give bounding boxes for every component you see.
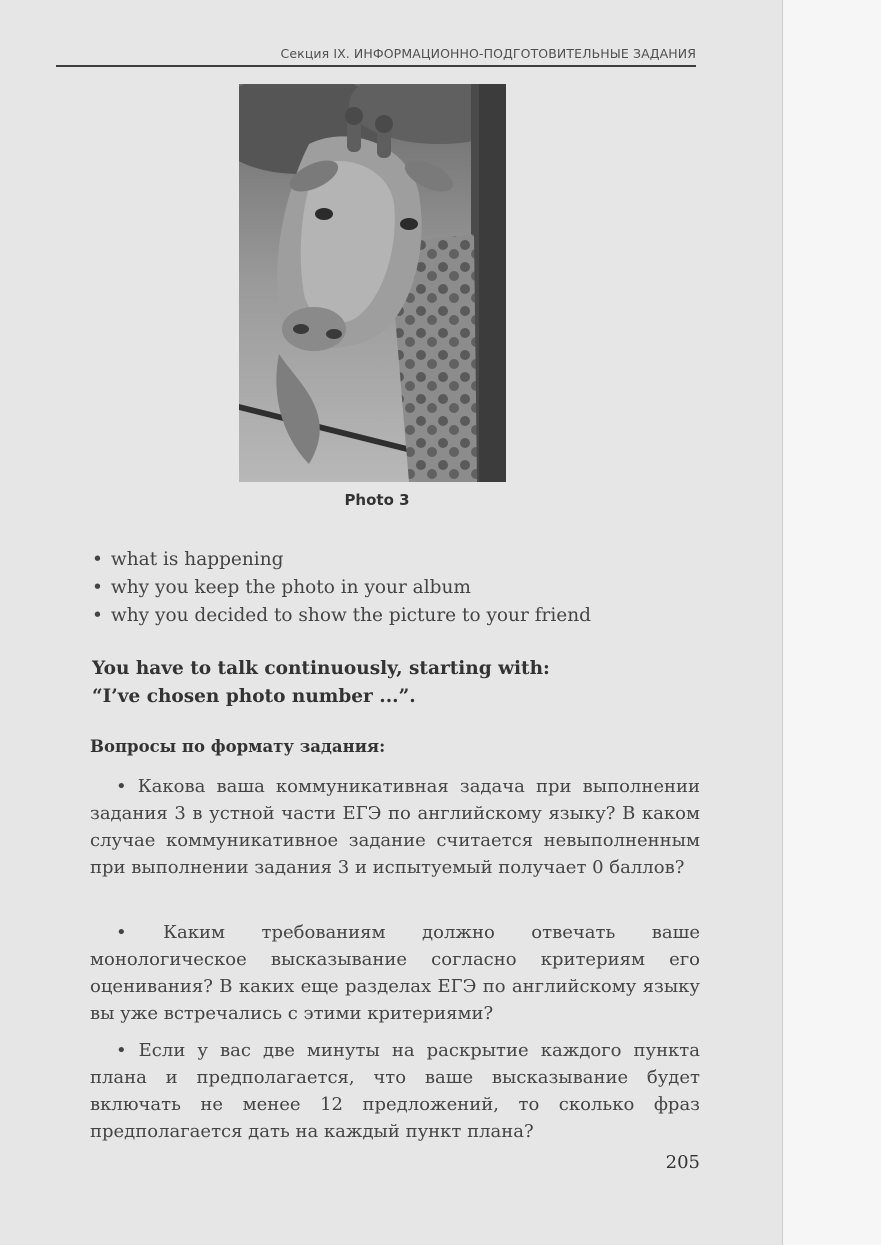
running-head: Секция IX. ИНФОРМАЦИОННО-ПОДГОТОВИТЕЛЬНЫЕ ЗАДАНИЯ — [56, 46, 696, 67]
instruction-line: You have to talk continuously, starting with: — [92, 658, 550, 679]
list-item: • why you decided to show the picture to your friend — [92, 602, 591, 630]
page-number: 205 — [665, 1152, 700, 1173]
giraffe-illustration — [239, 84, 506, 482]
format-question: • Каким требованиям должно отвечать ваше монологическое высказывание согласно критериям его оценивания? В каких еще разделах ЕГЭ по английскому языку вы уже встречались с этими критериями? — [90, 922, 700, 1024]
list-item: • why you keep the photo in your album — [92, 574, 591, 602]
scan-margin — [782, 0, 881, 1245]
photo-caption: Photo 3 — [344, 491, 410, 509]
format-question: • Какова ваша коммуникативная задача при выполнении задания 3 в устной части ЕГЭ по английскому языку? В каком случае коммуникативное задание считается невыполненным при выполнении задания 3 и испытуемый получает 0 баллов? — [90, 776, 700, 878]
instruction-line: “I’ve chosen photo number ...”. — [92, 686, 416, 707]
format-question: • Если у вас две минуты на раскрытие каждого пункта плана и предполагается, что ваше высказывание будет включать не менее 12 предложений, то сколько фраз предполагается дать на каждый пункт плана? — [90, 1040, 700, 1142]
questions-heading: Вопросы по формату задания: — [90, 737, 386, 756]
task-instruction — [92, 655, 702, 711]
list-item: • what is happening — [92, 546, 591, 574]
talking-points-list — [92, 546, 591, 630]
giraffe-photo — [239, 84, 506, 482]
